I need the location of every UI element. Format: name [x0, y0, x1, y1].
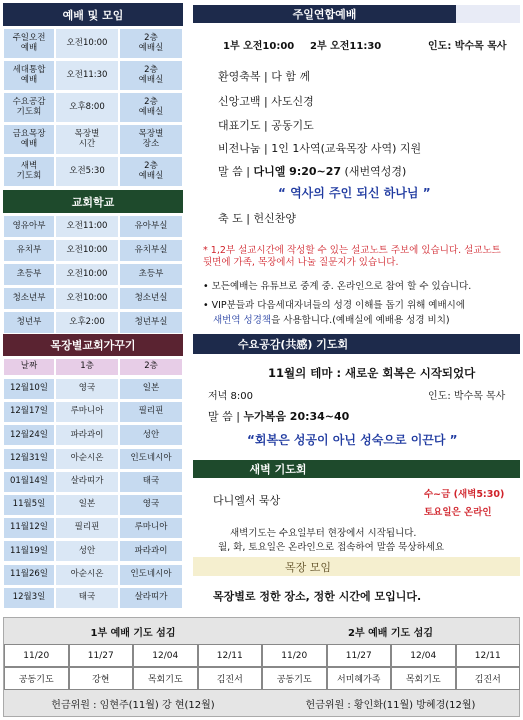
deco-floor1: 태국 [55, 587, 119, 609]
deco-floor2: 일본 [119, 378, 183, 400]
deco-floor1: 파라과이 [55, 424, 119, 446]
service1-prayer-name: 공동기도 [4, 667, 69, 690]
worship-place: 2층 예배실 [119, 156, 183, 187]
deco-floor1: 아순시온 [55, 564, 119, 586]
worship-time: 오전11:30 [55, 60, 119, 91]
wednesday-scripture [208, 408, 349, 424]
deco-row [3, 471, 183, 493]
dawn-schedule-1: 수~금 (새벽5:30) [424, 489, 505, 500]
deco-header: 목장별교회가꾸기 [3, 334, 183, 356]
deco-row [3, 424, 183, 446]
school-place: 청년부실 [119, 311, 183, 334]
bible-note-rest: 을 사용합니다.(예배실에 예배용 성경 비치) [271, 315, 450, 326]
service2-date: 11/27 [327, 644, 392, 667]
wed-scripture-ref: 누가복음 20:34~40 [243, 410, 350, 423]
school-header: 교회학교 [3, 190, 183, 213]
deco-floor2: 파라과이 [119, 540, 183, 562]
service1-date: 11/27 [69, 644, 134, 667]
school-time: 오전10:00 [55, 239, 119, 262]
prayer-schedule-table [3, 617, 520, 717]
sunday-banner [193, 5, 520, 23]
wednesday-theme: 11월의 테마 : 새로운 회복은 시작되었다 [268, 366, 476, 380]
school-place: 유치부실 [119, 239, 183, 262]
service1-prayer-name: 김진서 [198, 667, 263, 690]
sermon-note: * 1,2부 설교시간에 작성할 수 있는 설교노트 주보에 있습니다. 설교노트 뒷면에 가족, 목장에서 나눌 질문지가 있습니다. [203, 245, 501, 268]
cell-title: 목장 모임 [284, 560, 331, 574]
worship-name: 주일오전 예배 [3, 28, 55, 59]
school-place: 유아부실 [119, 215, 183, 238]
school-time: 오전10:00 [55, 287, 119, 310]
dawn-schedule-2: 토요일은 온라인 [424, 507, 492, 518]
sunday-title: 주일연합예배 [292, 8, 357, 21]
deco-row [3, 564, 183, 586]
worship-time: 오전5:30 [55, 156, 119, 187]
order-welcome: 환영축복 | 다 함 께 [218, 70, 311, 83]
school-name: 유치부 [3, 239, 55, 262]
worship-name: 수요공감 기도회 [3, 92, 55, 123]
worship-time: 목장별 시간 [55, 124, 119, 155]
sunday-leader: 인도: 박수목 목사 [428, 41, 507, 52]
worship-name: 금요목장 예배 [3, 124, 55, 155]
deco-row [3, 587, 183, 609]
worship-header: 예배 및 모임 [3, 3, 183, 26]
scripture-version: (새번역성경) [344, 165, 407, 178]
deco-date: 12월17일 [3, 401, 55, 423]
wed-scripture-label: 말 씀 | [208, 410, 240, 423]
deco-floor2: 태국 [119, 471, 183, 493]
dawn-note-1: 새벽기도는 수요일부터 현장에서 시작됩니다. [230, 528, 417, 539]
service2-date: 12/04 [391, 644, 456, 667]
worship-row [3, 92, 183, 123]
bible-note-2 [213, 312, 523, 326]
order-scripture [218, 163, 406, 179]
worship-row [3, 28, 183, 59]
worship-row [3, 124, 183, 155]
service2-prayer-name: 서미혜가족 [327, 667, 392, 690]
service2-prayer-title: 2부 예배 기도 섬김 [347, 627, 434, 639]
service1-offering: 헌금위원 : 임현주(11월) 강 현(12월) [51, 699, 215, 711]
service2-prayer-name: 공동기도 [262, 667, 327, 690]
banner-accent [456, 5, 520, 23]
deco-date: 12월24일 [3, 424, 55, 446]
school-name: 청소년부 [3, 287, 55, 310]
dawn-banner [193, 460, 520, 478]
worship-place: 2층 예배실 [119, 28, 183, 59]
school-name: 청년부 [3, 311, 55, 334]
deco-floor1: 아순시온 [55, 448, 119, 470]
school-name: 초등부 [3, 263, 55, 286]
deco-row [3, 401, 183, 423]
school-time: 오후2:00 [55, 311, 119, 334]
worship-row [3, 60, 183, 91]
worship-place: 목장별 장소 [119, 124, 183, 155]
deco-date: 11월5일 [3, 494, 55, 516]
school-name: 영유아부 [3, 215, 55, 238]
worship-time: 오전10:00 [55, 28, 119, 59]
worship-time: 오후8:00 [55, 92, 119, 123]
service1-date: 12/04 [133, 644, 198, 667]
worship-name: 세대통합 예배 [3, 60, 55, 91]
sermon-title: “ 역사의 주인 되신 하나님 ” [278, 186, 431, 200]
school-time: 오전10:00 [55, 263, 119, 286]
deco-floor2: 살라띠가 [119, 587, 183, 609]
wednesday-title: 수요공감(共感) 기도회 [237, 338, 349, 351]
deco-date: 12월31일 [3, 448, 55, 470]
deco-floor2: 필리핀 [119, 401, 183, 423]
worship-place: 2층 예배실 [119, 92, 183, 123]
service2-offering: 헌금위원 : 황인화(11월) 방혜경(12월) [305, 699, 476, 711]
deco-floor1: 필리핀 [55, 517, 119, 539]
school-row [3, 287, 183, 310]
order-vision: 비전나눔 | 1인 1사역(교육목장 사역) 지원 [218, 142, 422, 155]
deco-date: 01월14일 [3, 471, 55, 493]
deco-floor2: 성안 [119, 424, 183, 446]
deco-floor2: 영국 [119, 494, 183, 516]
deco-floor1: 루마니아 [55, 401, 119, 423]
school-row [3, 239, 183, 262]
service2-prayer-name: 김진서 [456, 667, 521, 690]
deco-floor1: 일본 [55, 494, 119, 516]
bible-note-1: • VIP분들과 다음세대자녀들의 성경 이해를 돕기 위해 예배시에 [203, 300, 466, 311]
deco-date: 11월19일 [3, 540, 55, 562]
deco-date: 12월10일 [3, 378, 55, 400]
cell-banner [193, 557, 520, 576]
school-row [3, 263, 183, 286]
worship-row [3, 156, 183, 187]
deco-date: 11월26일 [3, 564, 55, 586]
service1-time: 1부 오전10:00 [223, 41, 295, 52]
service1-prayer-name: 목회기도 [133, 667, 198, 690]
school-place: 초등부 [119, 263, 183, 286]
order-blessing: 축 도 | 헌신찬양 [218, 212, 296, 225]
order-creed: 신앙고백 | 사도신경 [218, 95, 314, 108]
service2-time: 2부 오전11:30 [310, 41, 382, 52]
deco-col-header: 날짜 [3, 358, 55, 376]
deco-date: 11월12일 [3, 517, 55, 539]
deco-floor2: 루마니아 [119, 517, 183, 539]
service1-date: 11/20 [4, 644, 69, 667]
service1-prayer-name: 강현 [69, 667, 134, 690]
dawn-text: 다니엘서 묵상 [213, 494, 281, 507]
service2-date: 12/11 [456, 644, 521, 667]
deco-floor1: 성안 [55, 540, 119, 562]
service1-date: 12/11 [198, 644, 263, 667]
deco-date: 12월3일 [3, 587, 55, 609]
service1-prayer-title: 1부 예배 기도 섬김 [90, 627, 176, 639]
worship-place: 2층 예배실 [119, 60, 183, 91]
wednesday-time: 저녁 8:00 [208, 391, 253, 402]
wednesday-leader: 인도: 박수목 목사 [428, 391, 506, 402]
deco-row [3, 448, 183, 470]
deco-row [3, 540, 183, 562]
school-row [3, 311, 183, 334]
dawn-note-2: 월, 화, 토요일은 온라인으로 접속하여 말씀 묵상하세요 [218, 542, 445, 553]
worship-name: 새벽 기도회 [3, 156, 55, 187]
school-place: 청소년실 [119, 287, 183, 310]
dawn-title: 새벽 기도회 [249, 463, 307, 476]
service2-date: 11/20 [262, 644, 327, 667]
deco-floor2: 인도네시아 [119, 448, 183, 470]
school-time: 오전11:00 [55, 215, 119, 238]
cell-text: 목장별로 정한 장소, 정한 시간에 모입니다. [213, 590, 422, 603]
deco-row [3, 494, 183, 516]
deco-col-header: 2층 [119, 358, 183, 376]
scripture-label: 말 씀 | [218, 165, 250, 178]
wednesday-sermon-title: “회복은 성공이 아닌 성숙으로 이끈다 ” [247, 433, 458, 447]
deco-row [3, 378, 183, 400]
bible-version-highlight: 새번역 성경책 [213, 315, 272, 326]
deco-column-headers [3, 358, 183, 376]
service2-prayer-name: 목회기도 [391, 667, 456, 690]
wednesday-banner [193, 334, 520, 354]
school-row [3, 215, 183, 238]
deco-col-header: 1층 [55, 358, 119, 376]
deco-floor2: 인도네시아 [119, 564, 183, 586]
youtube-note: • 모든예배는 유튜브로 중계 중. 온라인으로 참여 할 수 있습니다. [203, 281, 472, 292]
deco-floor1: 영국 [55, 378, 119, 400]
order-prayer: 대표기도 | 공동기도 [218, 119, 314, 132]
deco-row [3, 517, 183, 539]
deco-floor1: 살라띠가 [55, 471, 119, 493]
scripture-ref: 다니엘 9:20~27 [253, 165, 342, 178]
